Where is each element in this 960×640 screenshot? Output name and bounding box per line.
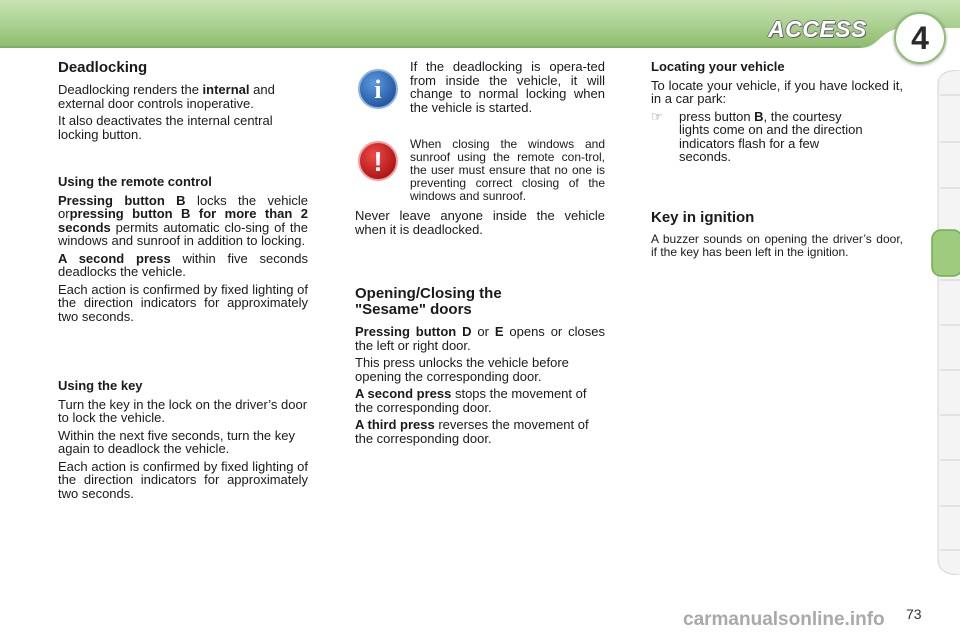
locating-bullet-text: press button B, the courtesy lights come on and the direction indicators flash for a few seconds. (679, 108, 863, 164)
chapter-tabs (930, 70, 960, 575)
info-text: If the deadlocking is opera-ted from inside the vehicle, it will change to normal locking when the vehicle is started. (410, 59, 605, 115)
warning-text-2: Never leave anyone inside the vehicle when it is deadlocked. (355, 208, 605, 237)
ignition-heading: Key in ignition (651, 208, 755, 226)
warning-note (355, 138, 605, 236)
info-note (355, 60, 605, 124)
page-number: 73 (906, 606, 922, 622)
ignition-paragraph: A buzzer sounds on opening the driver’s door, if the key has been left in the ignition. (651, 231, 903, 259)
column-right (651, 60, 903, 263)
remote-paragraph-2: A second press within five seconds deadlocks the vehicle. (58, 250, 308, 279)
info-icon (357, 68, 399, 110)
sesame-paragraph-2: This press unlocks the vehicle before opening the corresponding door. (355, 355, 569, 384)
locating-bullet (651, 110, 903, 168)
remote-paragraph-1: Pressing button B locks the vehicle orpressing button B for more than 2 seconds permits automatic clo-sing of the windows and sunroof in addition to locking. (58, 192, 308, 248)
svg-text:!: ! (373, 146, 383, 177)
sesame-paragraph-4: A third press reverses the movement of the corresponding door. (355, 417, 589, 446)
column-left (58, 60, 308, 504)
deadlocking-heading: Deadlocking (58, 59, 148, 76)
sesame-paragraph-1: Pressing button D or E opens or closes the left or right door. (355, 324, 605, 353)
locating-heading: Locating your vehicle (651, 59, 785, 74)
warning-text: When closing the windows and sunroof using the remote con-trol, the user must ensure that no one is preventing correct closing of the windows and sunroof. (410, 137, 605, 203)
sesame-heading: Opening/Closing the "Sesame" doors (355, 285, 502, 318)
deadlocking-paragraph-2: It also deactivates the internal central locking button. (58, 113, 273, 142)
chapter-number-badge: 4 (894, 12, 946, 64)
key-paragraph-1: Turn the key in the lock on the driver’s door to lock the vehicle. (58, 396, 308, 425)
key-heading: Using the key (58, 378, 143, 393)
sesame-paragraph-3: A second press stops the movement of the corresponding door. (355, 386, 587, 415)
remote-control-heading: Using the remote control (58, 174, 212, 189)
remote-paragraph-3: Each action is confirmed by fixed lighting of the direction indicators for approximately two seconds. (58, 281, 308, 324)
watermark: carmanualsonline.info (683, 609, 885, 630)
warning-icon (357, 140, 399, 182)
column-middle (355, 60, 605, 449)
chapter-title: ACCESS (768, 16, 867, 42)
deadlocking-paragraph-1: Deadlocking renders the internal and external door controls inoperative. (58, 82, 275, 111)
locating-paragraph: To locate your vehicle, if you have locked it, in a car park: (651, 77, 903, 106)
pointing-hand-icon: ☞ (651, 108, 663, 124)
svg-text:i: i (374, 75, 382, 104)
key-paragraph-2: Within the next five seconds, turn the key again to deadlock the vehicle. (58, 427, 296, 456)
key-paragraph-3: Each action is confirmed by fixed lighting of the direction indicators for approximately two seconds. (58, 458, 308, 501)
